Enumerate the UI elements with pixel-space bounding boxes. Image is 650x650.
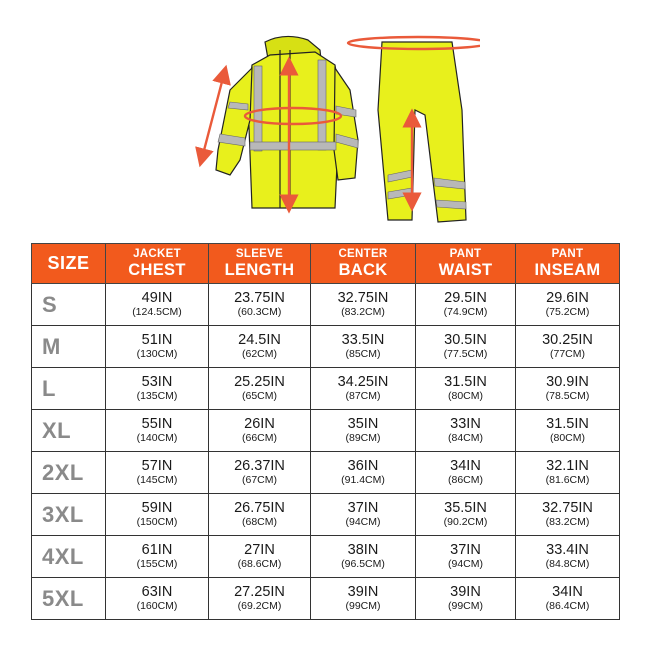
size-label: 4XL: [32, 536, 106, 578]
jacket-icon: [216, 36, 358, 208]
table-row: [32, 494, 620, 536]
value-centimeters: (145CM): [136, 473, 178, 486]
cell-sleeve-length: [209, 494, 311, 536]
cell-center-back: [311, 368, 416, 410]
value-centimeters: (86CM): [447, 473, 483, 486]
value-centimeters: (155CM): [136, 557, 178, 570]
value-inches: 51IN: [141, 331, 173, 348]
table-row: [32, 326, 620, 368]
value-inches: 34IN: [450, 457, 481, 474]
cell-pant-inseam: [516, 578, 620, 620]
cell-pant-inseam: [516, 410, 620, 452]
value-centimeters: (87CM): [345, 389, 381, 402]
value-centimeters: (160CM): [136, 599, 178, 612]
header-size: SIZE: [32, 244, 106, 284]
cell-pant-inseam: [516, 368, 620, 410]
table-row: [32, 452, 620, 494]
value-centimeters: (77.5CM): [443, 347, 488, 360]
value-centimeters: (91.4CM): [341, 473, 385, 486]
value-inches: 31.5IN: [546, 415, 589, 432]
value-centimeters: (94CM): [345, 515, 381, 528]
cell-sleeve-length: [209, 284, 311, 326]
value-centimeters: (99CM): [345, 599, 381, 612]
value-inches: 57IN: [141, 457, 173, 474]
value-inches: 33IN: [450, 415, 481, 432]
cell-pant-waist: [416, 494, 516, 536]
cell-jacket-chest: [106, 410, 209, 452]
cell-jacket-chest: [106, 452, 209, 494]
size-chart-table: [31, 243, 620, 620]
value-centimeters: (77CM): [549, 347, 585, 360]
value-inches: 34IN: [552, 583, 583, 600]
value-inches: 27IN: [244, 541, 275, 558]
value-inches: 24.5IN: [238, 331, 281, 348]
cell-pant-inseam: [516, 452, 620, 494]
size-label: 3XL: [32, 494, 106, 536]
cell-jacket-chest: [106, 326, 209, 368]
size-label: 5XL: [32, 578, 106, 620]
header-sleeve-length: SLEEVE LENGTH: [209, 244, 311, 284]
value-inches: 30.25IN: [542, 331, 593, 348]
value-inches: 38IN: [347, 541, 379, 558]
value-centimeters: (135CM): [136, 389, 178, 402]
cell-pant-waist: [416, 410, 516, 452]
value-centimeters: (85CM): [345, 347, 381, 360]
value-inches: 27.25IN: [234, 583, 285, 600]
cell-center-back: [311, 326, 416, 368]
value-inches: 39IN: [347, 583, 379, 600]
value-centimeters: (130CM): [136, 347, 178, 360]
value-inches: 37IN: [347, 499, 379, 516]
value-inches: 49IN: [141, 289, 173, 306]
value-inches: 23.75IN: [234, 289, 285, 306]
table-row: [32, 578, 620, 620]
cell-center-back: [311, 410, 416, 452]
value-centimeters: (68CM): [241, 515, 277, 528]
cell-pant-inseam: [516, 536, 620, 578]
value-inches: 34.25IN: [337, 373, 389, 390]
header-jacket-chest: JACKET CHEST: [106, 244, 209, 284]
value-centimeters: (84.8CM): [545, 557, 590, 570]
header-center-back: CENTER BACK: [311, 244, 416, 284]
cell-sleeve-length: [209, 326, 311, 368]
cell-pant-waist: [416, 536, 516, 578]
garment-illustration: [190, 30, 480, 230]
value-centimeters: (94CM): [447, 557, 483, 570]
cell-jacket-chest: [106, 536, 209, 578]
cell-sleeve-length: [209, 578, 311, 620]
cell-center-back: [311, 578, 416, 620]
size-label: XL: [32, 410, 106, 452]
value-centimeters: (140CM): [136, 431, 178, 444]
value-centimeters: (69.2CM): [237, 599, 282, 612]
value-inches: 29.6IN: [546, 289, 589, 306]
value-inches: 32.75IN: [337, 289, 389, 306]
value-inches: 32.75IN: [542, 499, 593, 516]
value-inches: 63IN: [141, 583, 173, 600]
cell-jacket-chest: [106, 494, 209, 536]
value-inches: 37IN: [450, 541, 481, 558]
cell-pant-waist: [416, 284, 516, 326]
value-centimeters: (78.5CM): [545, 389, 590, 402]
value-inches: 61IN: [141, 541, 173, 558]
header-pant-inseam: PANT INSEAM: [516, 244, 620, 284]
cell-pant-waist: [416, 326, 516, 368]
cell-sleeve-length: [209, 452, 311, 494]
value-centimeters: (96.5CM): [341, 557, 385, 570]
value-inches: 25.25IN: [234, 373, 285, 390]
value-centimeters: (75.2CM): [545, 305, 590, 318]
cell-sleeve-length: [209, 410, 311, 452]
value-centimeters: (81.6CM): [545, 473, 590, 486]
table-row: [32, 536, 620, 578]
value-inches: 39IN: [450, 583, 481, 600]
value-centimeters: (65CM): [241, 389, 277, 402]
value-inches: 30.9IN: [546, 373, 589, 390]
value-centimeters: (60.3CM): [237, 305, 282, 318]
value-inches: 35IN: [347, 415, 379, 432]
table-row: [32, 410, 620, 452]
value-centimeters: (99CM): [447, 599, 483, 612]
size-label: S: [32, 284, 106, 326]
jacket-pants-measurement-icon: [190, 30, 480, 230]
value-inches: 32.1IN: [546, 457, 589, 474]
value-inches: 26IN: [244, 415, 275, 432]
cell-pant-waist: [416, 368, 516, 410]
cell-pant-waist: [416, 578, 516, 620]
value-inches: 29.5IN: [444, 289, 487, 306]
value-centimeters: (74.9CM): [443, 305, 488, 318]
size-label: 2XL: [32, 452, 106, 494]
value-inches: 26.75IN: [234, 499, 285, 516]
cell-center-back: [311, 452, 416, 494]
value-centimeters: (62CM): [241, 347, 277, 360]
value-centimeters: (67CM): [241, 473, 277, 486]
cell-center-back: [311, 284, 416, 326]
value-centimeters: (66CM): [241, 431, 277, 444]
cell-pant-inseam: [516, 494, 620, 536]
value-centimeters: (150CM): [136, 515, 178, 528]
value-inches: 35.5IN: [444, 499, 487, 516]
value-centimeters: (68.6CM): [237, 557, 282, 570]
cell-pant-inseam: [516, 284, 620, 326]
value-inches: 33.4IN: [546, 541, 589, 558]
cell-sleeve-length: [209, 368, 311, 410]
size-label: L: [32, 368, 106, 410]
header-pant-waist: PANT WAIST: [416, 244, 516, 284]
cell-pant-inseam: [516, 326, 620, 368]
value-centimeters: (80CM): [447, 389, 483, 402]
table-row: [32, 368, 620, 410]
value-centimeters: (80CM): [549, 431, 585, 444]
value-centimeters: (89CM): [345, 431, 381, 444]
value-centimeters: (83.2CM): [545, 515, 590, 528]
value-inches: 30.5IN: [444, 331, 487, 348]
cell-sleeve-length: [209, 536, 311, 578]
value-inches: 36IN: [347, 457, 379, 474]
cell-center-back: [311, 494, 416, 536]
cell-jacket-chest: [106, 284, 209, 326]
value-inches: 53IN: [141, 373, 173, 390]
value-centimeters: (84CM): [447, 431, 483, 444]
value-inches: 33.5IN: [341, 331, 385, 348]
cell-jacket-chest: [106, 368, 209, 410]
size-label: M: [32, 326, 106, 368]
cell-pant-waist: [416, 452, 516, 494]
value-centimeters: (83.2CM): [341, 305, 385, 318]
value-inches: 31.5IN: [444, 373, 487, 390]
table-row: [32, 284, 620, 326]
cell-jacket-chest: [106, 578, 209, 620]
value-centimeters: (124.5CM): [132, 305, 182, 318]
value-centimeters: (86.4CM): [545, 599, 590, 612]
value-inches: 59IN: [141, 499, 173, 516]
table-header-row: [32, 244, 620, 284]
value-inches: 55IN: [141, 415, 173, 432]
value-centimeters: (90.2CM): [443, 515, 488, 528]
cell-center-back: [311, 536, 416, 578]
value-inches: 26.37IN: [234, 457, 285, 474]
